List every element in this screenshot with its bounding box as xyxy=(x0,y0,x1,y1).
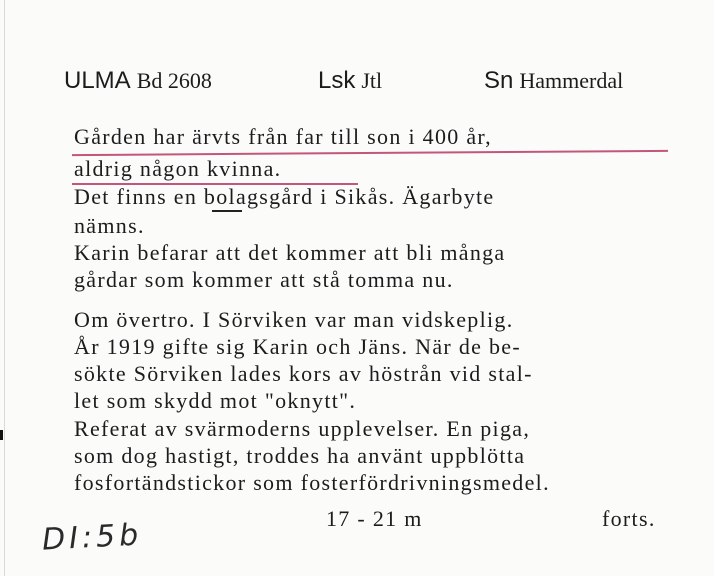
text-line-6: gårdar som kommer att stå tomma nu. xyxy=(74,267,454,292)
archive-label: ULMA xyxy=(64,67,131,94)
text-line-3: Det finns en bolagsgård i Sikås. Ägarbyte xyxy=(74,184,495,209)
text-line-1: Gården har ärvts från far till son i 400 år, xyxy=(74,124,492,149)
text-line-4: nämns. xyxy=(74,213,145,238)
text-line-5: Karin befarar att det kommer att bli många xyxy=(74,240,506,265)
socken-value: Hammerdal xyxy=(519,68,624,93)
archive-value: Bd 2608 xyxy=(136,68,212,93)
socken-label: Sn xyxy=(484,67,514,94)
archive-field xyxy=(64,67,212,95)
text-line-13: fosfortändstickor som fosterfördrivningsmedel. xyxy=(74,470,550,495)
landskap-field xyxy=(318,67,382,95)
landskap-label: Lsk xyxy=(318,67,356,94)
landskap-value: Jtl xyxy=(361,68,383,93)
word-underline-en xyxy=(212,210,242,212)
text-line-10: let som skydd mot "oknytt". xyxy=(74,388,357,413)
socken-field xyxy=(484,67,623,95)
text-line-2: aldrig någon kvinna. xyxy=(74,156,282,181)
page-range: 17 - 21 m xyxy=(326,506,423,531)
handwritten-code: DI:5b xyxy=(41,517,144,558)
margin-mark xyxy=(0,430,3,440)
text-line-12: som dog hastigt, troddes ha använt uppblötta xyxy=(74,443,526,468)
text-line-8: År 1919 gifte sig Karin och Jäns. När de be- xyxy=(74,334,521,359)
text-line-7: Om övertro. I Sörviken var man vidskeplig. xyxy=(74,307,514,332)
text-line-11: Referat av svärmoderns upplevelser. En piga, xyxy=(74,416,531,441)
continued-note: forts. xyxy=(602,506,656,531)
text-line-9: sökte Sörviken lades kors av höstrån vid stal- xyxy=(74,361,533,386)
